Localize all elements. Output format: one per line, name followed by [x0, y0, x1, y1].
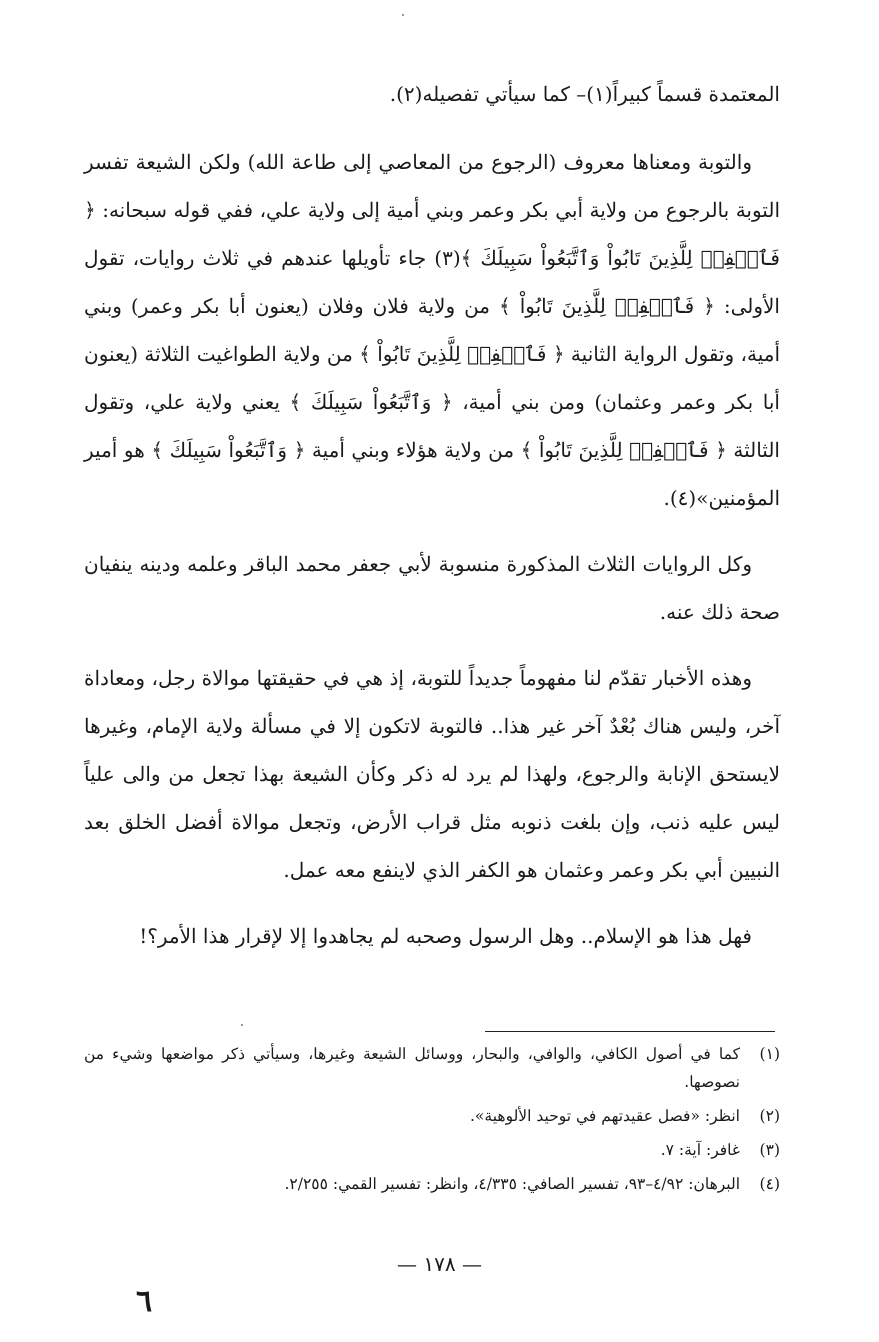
paragraph-narrations: وكل الروايات الثلاث المذكورة منسوبة لأبي جعفر محمد الباقر وعلمه ودينه ينفيان صحة ذلك عنه.	[84, 552, 780, 624]
footnote-text: غافر: آية: ٧.	[660, 1141, 740, 1159]
scan-speck	[241, 1024, 243, 1026]
paragraph-concept: وهذه الأخبار تقدّم لنا مفهوماً جديداً للتوبة، إذ هي في حقيقتها موالاة رجل، ومعاداة آخر، وليس هناك بُعْدٌ آخر غير هذا.. فالتوبة لاتكون إلا في مسألة ولاية الإمام، وغيرها لايستحق الإنابة والرجوع، ولهذا لم يرد له ذكر وكأن الشيعة بهذا تجعل من والى علياً ليس عليه ذنب، وإن بلغت ذنوبه مثل قراب الأرض، وتجعل موالاة أفضل الخلق بعد النبيين أبي بكر وعمر وعثمان هو الكفر الذي لاينفع معه عمل.	[84, 666, 780, 882]
paragraph-continuation: المعتمدة قسماً كبيراً(١)– كما سيأتي تفصيله(٢).	[389, 82, 780, 106]
scan-speck	[402, 14, 404, 16]
footnote-text: البرهان: ٤/٩٢–٩٣، تفسير الصافي: ٤/٣٣٥، وانظر: تفسير القمي: ٢/٢٥٥.	[284, 1175, 740, 1193]
footnote-number: (١)	[759, 1045, 780, 1063]
footnote-number: (٢)	[759, 1107, 780, 1125]
footnote-item	[84, 1040, 780, 1096]
page-number: — ١٧٨ —	[397, 1252, 482, 1276]
paragraph-question: فهل هذا هو الإسلام.. وهل الرسول وصحبه لم يجاهدوا إلا لإقرار هذا الأمر؟!	[139, 924, 752, 948]
footnotes	[84, 1040, 780, 1204]
footnote-text: انظر: «فصل عقيدتهم في توحيد الألوهية».	[470, 1107, 740, 1125]
footnote-text: كما في أصول الكافي، والوافي، والبحار، ووسائل الشيعة وغيرها، وسيأتي ذكر مواضعها وشيء من نصوصها.	[84, 1045, 740, 1091]
footnote-number: (٣)	[759, 1141, 780, 1159]
footnote-separator	[485, 1031, 775, 1032]
handwritten-mark: ٦	[136, 1284, 153, 1319]
body-text	[84, 70, 780, 978]
footnote-item	[84, 1170, 780, 1198]
footnote-item	[84, 1102, 780, 1130]
footnote-item	[84, 1136, 780, 1164]
paragraph-repentance: والتوبة ومعناها معروف (الرجوع من المعاصي إلى طاعة الله) ولكن الشيعة تفسر التوبة بالرجوع من ولاية أبي بكر وعمر وبني أمية إلى ولاية علي، ففي قوله سبحانه: ﴿ فَٱغۡفِرۡ لِلَّذِينَ تَابُواْ وَٱتَّبَعُواْ سَبِيلَكَ ﴾(٣) جاء تأويلها عندهم في ثلاث روايات، تقول الأولى: ﴿ فَٱغۡفِرۡ لِلَّذِينَ تَابُواْ ﴾ من ولاية فلان وفلان (يعنون أبا بكر وعمر) وبني أمية، وتقول الرواية الثانية ﴿ فَٱغۡفِرۡ لِلَّذِينَ تَابُواْ ﴾ من ولاية الطواغيت الثلاثة (يعنون أبا بكر وعمر وعثمان) ومن بني أمية، ﴿ وَٱتَّبَعُواْ سَبِيلَكَ ﴾ يعني ولاية علي، وتقول الثالثة ﴿ فَٱغۡفِرۡ لِلَّذِينَ تَابُواْ ﴾ من ولاية هؤلاء وبني أمية ﴿ وَٱتَّبَعُواْ سَبِيلَكَ ﴾ هو أمير المؤمنين»(٤).	[84, 150, 781, 510]
footnote-number: (٤)	[759, 1175, 780, 1193]
